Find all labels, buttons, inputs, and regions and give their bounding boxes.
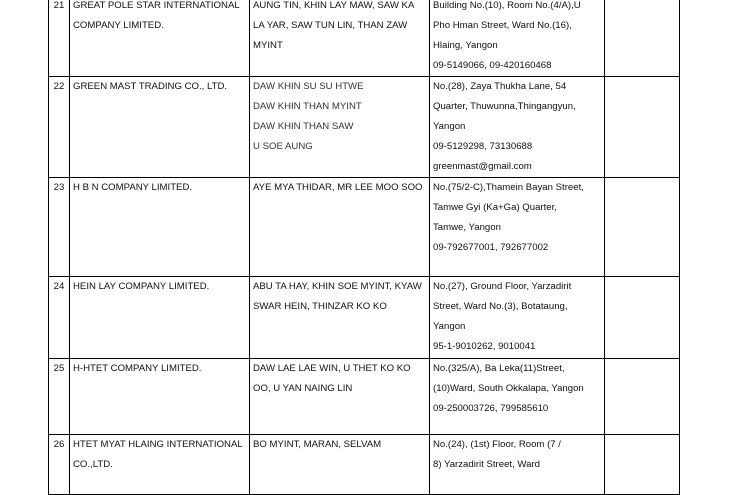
table-row — [49, 277, 680, 359]
company-name: H-HTET COMPANY LIMITED. — [70, 359, 250, 435]
row-number: 23 — [49, 178, 70, 277]
table-row — [49, 77, 680, 178]
row-number: 25 — [49, 359, 70, 435]
address: No.(325/A), Ba Leka(11)Street, (10)Ward, South Okkalapa, Yangon 09-250003726, 799585610 — [430, 359, 605, 435]
row-number: 26 — [49, 435, 70, 495]
table-row — [49, 359, 680, 435]
row-number: 24 — [49, 277, 70, 359]
extra-cell — [605, 77, 680, 178]
table-row — [49, 435, 680, 495]
company-name: GREEN MAST TRADING CO., LTD. — [70, 77, 250, 178]
company-name: HTET MYAT HLAING INTERNATIONAL CO.,LTD. — [70, 435, 250, 495]
extra-cell — [605, 277, 680, 359]
address: No.(24), (1st) Floor, Room (7 / 8) Yarzadirit Street, Ward — [430, 435, 605, 495]
company-name: HEIN LAY COMPANY LIMITED. — [70, 277, 250, 359]
company-name: GREAT POLE STAR INTERNATIONAL COMPANY LIMITED. — [70, 0, 250, 77]
directors: AYE MYA THIDAR, MR LEE MOO SOO — [250, 178, 430, 277]
address: No.(27), Ground Floor, Yarzadirit Street, Ward No.(3), Botataung, Yangon 95-1-9010262, 9010041 — [430, 277, 605, 359]
row-number: 22 — [49, 77, 70, 178]
directors: AUNG TIN, KHIN LAY MAW, SAW KA LA YAR, SAW TUN LIN, THAN ZAW MYINT — [250, 0, 430, 77]
extra-cell — [605, 359, 680, 435]
address: No.(75/2-C),Thamein Bayan Street, Tamwe Gyi (Ka+Ga) Quarter, Tamwe, Yangon 09-792677001, 792677002 — [430, 178, 605, 277]
directors: BO MYINT, MARAN, SELVAM — [250, 435, 430, 495]
table-row — [49, 178, 680, 277]
company-name: H B N COMPANY LIMITED. — [70, 178, 250, 277]
table-row — [49, 0, 680, 77]
directors: DAW KHIN SU SU HTWE DAW KHIN THAN MYINT DAW KHIN THAN SAW U SOE AUNG — [250, 77, 430, 178]
address: Building No.(10), Room No.(4/A),U Pho Hman Street, Ward No.(16), Hlaing, Yangon 09-5149066, 09-420160468 — [430, 0, 605, 77]
directors: DAW LAE LAE WIN, U THET KO KO OO, U YAN NAING LIN — [250, 359, 430, 435]
row-number: 21 — [49, 0, 70, 77]
extra-cell — [605, 178, 680, 277]
address: No.(28), Zaya Thukha Lane, 54 Quarter, Thuwunna,Thingangyun, Yangon 09-5129298, 73130688 greenmast@gmail.com — [430, 77, 605, 178]
extra-cell — [605, 0, 680, 77]
company-directory-table — [48, 0, 680, 495]
extra-cell — [605, 435, 680, 495]
directors: ABU TA HAY, KHIN SOE MYINT, KYAW SWAR HEIN, THINZAR KO KO — [250, 277, 430, 359]
